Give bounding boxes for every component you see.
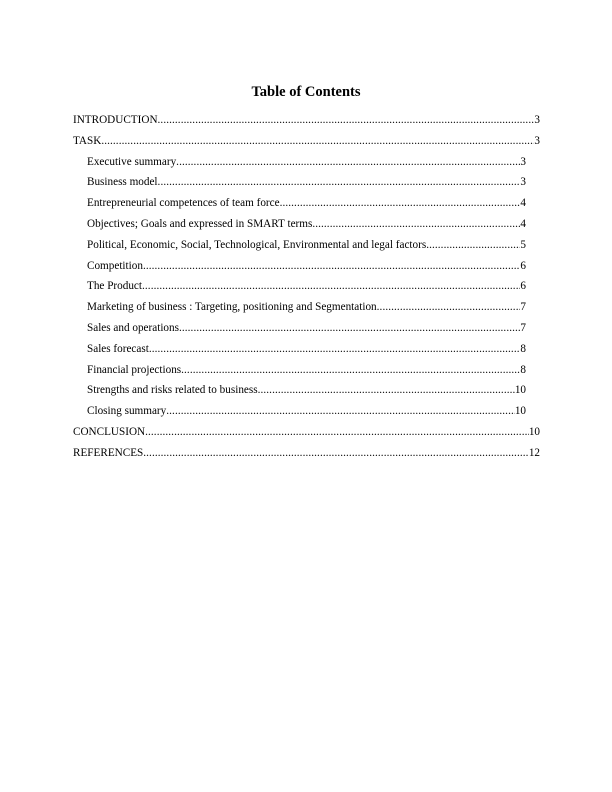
toc-dot-leader: [143, 258, 520, 274]
toc-dot-leader: [166, 403, 515, 419]
toc-entry-executive-summary[interactable]: [87, 154, 526, 170]
toc-entry-label[interactable]: The Product: [87, 280, 142, 293]
toc-page-number: 12: [528, 446, 540, 459]
toc-page-number: 8: [520, 342, 526, 355]
toc-dot-leader: [181, 362, 520, 378]
toc-entry-label[interactable]: Executive summary: [87, 155, 177, 168]
toc-entry-business-model[interactable]: [87, 174, 526, 190]
toc-dot-leader: [142, 278, 520, 294]
toc-entry-financial-projections[interactable]: [87, 362, 526, 378]
toc-entry-strengths-and-risks[interactable]: [87, 382, 526, 398]
toc-entry-competition[interactable]: [87, 258, 526, 274]
toc-entry-conclusion[interactable]: [73, 424, 540, 440]
toc-dot-leader: [280, 195, 521, 211]
toc-entry-objectives[interactable]: [87, 216, 526, 232]
toc-dot-leader: [143, 445, 529, 461]
toc-page-number: 10: [514, 384, 526, 397]
toc-page-number: 3: [520, 155, 526, 168]
toc-dot-leader: [426, 237, 520, 253]
toc-entry-label[interactable]: Business model: [87, 176, 158, 189]
toc-page-number: 7: [520, 322, 526, 334]
toc-entry-sales-and-operations[interactable]: [87, 320, 526, 336]
toc-dot-leader: [149, 341, 521, 357]
toc-entry-label[interactable]: Objectives; Goals and expressed in SMART terms: [87, 218, 313, 230]
toc-page-number: 4: [520, 218, 526, 230]
toc-entry-pestel[interactable]: [87, 237, 526, 253]
toc-dot-leader: [158, 174, 521, 190]
toc-entry-label[interactable]: Marketing of business : Targeting, positioning and Segmentation: [87, 301, 377, 314]
toc-page-number: 3: [534, 114, 540, 126]
toc-page-number: 3: [520, 176, 526, 189]
toc-entry-label[interactable]: Political, Economic, Social, Technological, Environmental and legal factors: [87, 238, 427, 251]
toc-dot-leader: [312, 216, 520, 232]
toc-entry-closing-summary[interactable]: [87, 403, 526, 419]
toc-entry-references[interactable]: [73, 445, 540, 461]
toc-entry-the-product[interactable]: [87, 278, 526, 294]
toc-entry-label[interactable]: TASK: [73, 134, 102, 147]
toc-entry-label[interactable]: INTRODUCTION: [73, 114, 158, 126]
toc-entry-label[interactable]: REFERENCES: [73, 446, 144, 459]
toc-dot-leader: [101, 133, 534, 149]
toc-entry-task[interactable]: [73, 133, 540, 149]
toc-page-number: 8: [520, 363, 526, 376]
toc-page-number: 3: [534, 134, 540, 147]
toc-entry-introduction[interactable]: [73, 112, 540, 128]
toc-entry-label[interactable]: Sales and operations: [87, 322, 179, 334]
page-title: Table of Contents: [251, 84, 361, 100]
toc-page-number: 10: [528, 426, 540, 438]
toc-dot-leader: [158, 112, 535, 128]
toc-page-number: 6: [520, 259, 526, 272]
toc-entry-label[interactable]: Competition: [87, 259, 143, 272]
toc-page-number: 7: [520, 301, 526, 314]
toc-dot-leader: [176, 154, 520, 170]
toc-page-number: 5: [520, 238, 526, 251]
toc-entry-label[interactable]: Strengths and risks related to business: [87, 384, 258, 397]
toc-entry-label[interactable]: Entrepreneurial competences of team force: [87, 197, 280, 210]
toc-entry-label[interactable]: CONCLUSION: [73, 426, 146, 438]
toc-entry-entrepreneurial-competences[interactable]: [87, 195, 526, 211]
toc-page-number: 10: [514, 405, 526, 418]
toc-page-number: 4: [520, 197, 526, 210]
toc-entry-label[interactable]: Closing summary: [87, 405, 167, 418]
toc-dot-leader: [179, 320, 520, 336]
toc-entry-label[interactable]: Financial projections: [87, 363, 182, 376]
toc-entry-marketing[interactable]: [87, 299, 526, 315]
toc-entry-sales-forecast[interactable]: [87, 341, 526, 357]
toc-page-number: 6: [520, 280, 526, 293]
toc-dot-leader: [258, 382, 515, 398]
toc-entry-label[interactable]: Sales forecast: [87, 342, 149, 355]
toc-dot-leader: [145, 424, 529, 440]
toc-dot-leader: [377, 299, 521, 315]
